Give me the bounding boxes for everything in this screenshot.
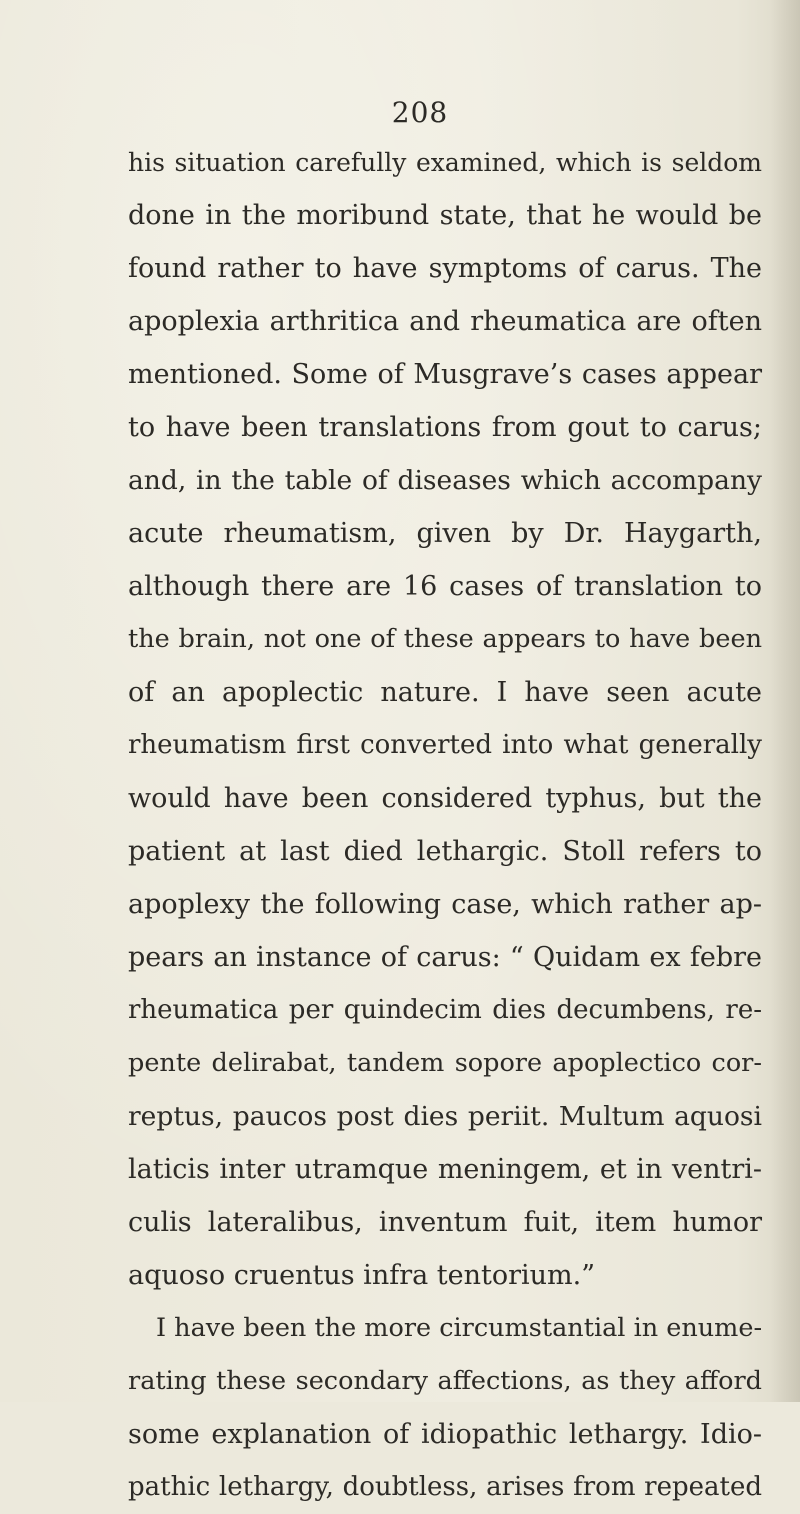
text-line: some explanation of idiopathic lethargy. Idio- [128, 1419, 762, 1450]
text-line: apoplexia arthritica and rheumatica are often [128, 306, 762, 337]
text-line: found rather to have symptoms of carus. The [128, 253, 762, 284]
text-line: would have been considered typhus, but the [128, 783, 762, 814]
body-text [128, 136, 762, 1514]
text-line: pathic lethargy, doubtless, arises from repeated [128, 1472, 762, 1502]
text-line: patient at last died lethargic. Stoll refers to [128, 836, 762, 867]
text-line: his situation carefully examined, which is seldom [128, 148, 762, 177]
page-number: 208 [391, 96, 449, 129]
text-line: and, in the table of diseases which accompany [128, 465, 762, 496]
text-line: pente delirabat, tandem sopore apoplectico cor- [128, 1048, 762, 1078]
text-line: mentioned. Some of Musgrave’s cases appear [128, 359, 762, 390]
text-line: done in the moribund state, that he would be [128, 200, 762, 231]
paragraph-start-line: I have been the more circumstantial in enume- [156, 1313, 763, 1343]
paragraph-end-line: aquoso cruentus infra tentorium.” [128, 1260, 596, 1291]
page-edge-shadow [770, 0, 800, 1402]
text-line: rheumatism first converted into what generally [128, 730, 762, 760]
text-line: pears an instance of carus: “ Quidam ex febre [128, 942, 762, 973]
text-line: acute rheumatism, given by Dr. Haygarth, [128, 518, 762, 549]
text-line: apoplexy the following case, which rather ap- [128, 889, 762, 920]
text-line: of an apoplectic nature. I have seen acute [128, 677, 762, 708]
text-line: although there are 16 cases of translation to [128, 571, 762, 602]
text-line: culis lateralibus, inventum fuit, item humor [128, 1207, 762, 1238]
text-line: rating these secondary affections, as they afford [128, 1366, 762, 1396]
text-line: the brain, not one of these appears to have been [128, 624, 762, 654]
text-line: reptus, paucos post dies periit. Multum aquosi [128, 1101, 762, 1132]
text-line: laticis inter utramque meningem, et in ventri- [128, 1154, 762, 1185]
text-line: rheumatica per quindecim dies decumbens, re- [128, 995, 762, 1025]
text-line: to have been translations from gout to carus; [128, 412, 762, 443]
